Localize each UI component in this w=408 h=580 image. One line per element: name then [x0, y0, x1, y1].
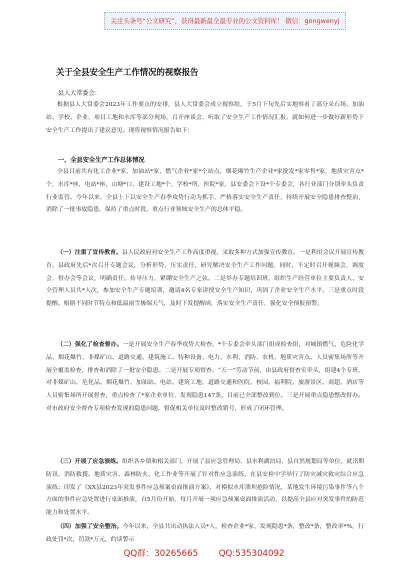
qq-contact-text: QQ:535304092 — [218, 549, 285, 559]
salutation: 县人大常委会： — [58, 90, 101, 97]
subsection-3-label: （三）开展了应急演练。 — [57, 458, 122, 465]
contact-footer — [0, 547, 408, 559]
document-title: 关于全县安全生产工作情况的视察报告 — [56, 67, 199, 77]
intro-paragraph: 根据县人大常委会2023年工作要点的安排，县人大常委会成立视察组，于5月下旬先后实地察看了部分采石场、加油站、学校、企业、项目工地和水库等部分现场，召开座谈会，听取了安全生产工作情况汇报。就如何进一步做好新形势下安全生产工作提出了建议意见。现将视察情况报告如下： — [46, 102, 364, 134]
subsection-1-label: （一）注重了宣传教育。 — [57, 249, 122, 256]
promo-banner[interactable] — [104, 12, 346, 30]
section-1-paragraph: 全县目前共有化工企业*家，加油站*家，燃气企业*家*个站点，烟花爆竹生产企业*家批发*家零售*家，地质灾害点*个，水库*座，电站*座，山塘*口，建设工地*个，学校*所，医院*家，县安委会下设*个专委会，各行业部门分别牵头负责行业监管。今年以来，全县上下以安全生产春季攻势行动为抓手，严格落实安全生产责任，持续开展安全隐患排查整治，消除了一批事故隐患，保持了重点时段、重点行业领域安全生产的总体平稳。 — [46, 169, 364, 214]
subsection-4-body: 今年以来，全县共出动执法人员*人，检查企业*家，发现隐患*条，整改*条，整改率*%，行政处罚*次，罚款*万元，约谈警示 — [46, 524, 364, 543]
subsection-3-paragraph — [46, 456, 364, 520]
section-1-heading: 一、全县安全生产工作总体情况 — [58, 157, 145, 164]
subsection-1-body: 县人民政府对安全生产工作高度重视，采取多种方式加强宣传教育。一是利用会议开展宣传教育。县政府先后*次召开专题会议，分析形势，压实责任，研究解决安全生产工作问题。同时，不定时召开视频会，调度会，督办会等会议，明确责任，传导压力，紧绷安全生产之弦。二是举办专题培训班，组织生产经营单位主要负责人、安全管理人员共*人次，参加安全生产专题培训，邀请4名专家讲授安全生产知识，巩固了企业安全生产水平。三是重点时段提醒。根据不同时节特点和低温雨雪极端天气，及时下发提醒函，落实安全生产责任，强化安全预报预警。 — [46, 250, 364, 308]
subsection-2-body: 一是开展安全生产春季攻势大检查。*个专委会牵头部门组成检查组，对城镇燃气、危险化学品、烟花爆竹、非煤矿山、道路交通、建筑施工、特种设备、电力、水利、消防、农机、地质灾害点、人员密集场所等开展全覆盖检查，排查和消除了一批安全隐患。二是开展专项督查。“五一”劳动节前，由县政府督查室牵头，组建4个专班，对非煤矿山、危化品、烟花爆竹、加油站、电站、建筑工地、道路交通和医院、校园、福利院、旅游景区、商超、酒店等人员密集场所开展督查，重点检查了*家企业单位，发现隐患147条，目前已全部整改到位。三是开展重点隐患整改督办。对市政府安全督查专项检查发现的隐患问题，督促相关单位及时整改销号，形成了闭环管理。 — [46, 342, 364, 412]
subsection-2-label: （二）强化了检查督办。 — [57, 341, 123, 348]
promo-banner-text: 关注头条号“公文研究”，获得最新最全最专业的公文资料库！ 微信：gongwenyj — [110, 17, 340, 25]
subsection-2-paragraph — [46, 339, 364, 454]
subsection-4-paragraph — [46, 521, 364, 547]
subsection-1-paragraph — [46, 247, 364, 337]
qq-group-text: QQ群：30265665 — [123, 549, 199, 559]
subsection-3-body: 组织各乡镇和相关部门，开展了县应急管理局、县水利湖泊局、县自然规划局等单位，就汛期防讯、消防救援、地质灾害、森林防火、化工作业等开展了针对性应急演练，在县安检中学举行了防灾减灾救灾综合应急演练；印发了《XX县2023年突发事件应急预案桌面推演方案》，对模拟水库溃坝抢险情况，某地发生环境污染事件等八个方面的事件应急处置进行桌面推演，自5月份开始，每月开展一项应急预案桌面推演活动，以提高全县应对突发事件的防范能力和处置水平。 — [46, 459, 364, 517]
subsection-4-label: （四）加强了安全整治。 — [57, 523, 123, 530]
